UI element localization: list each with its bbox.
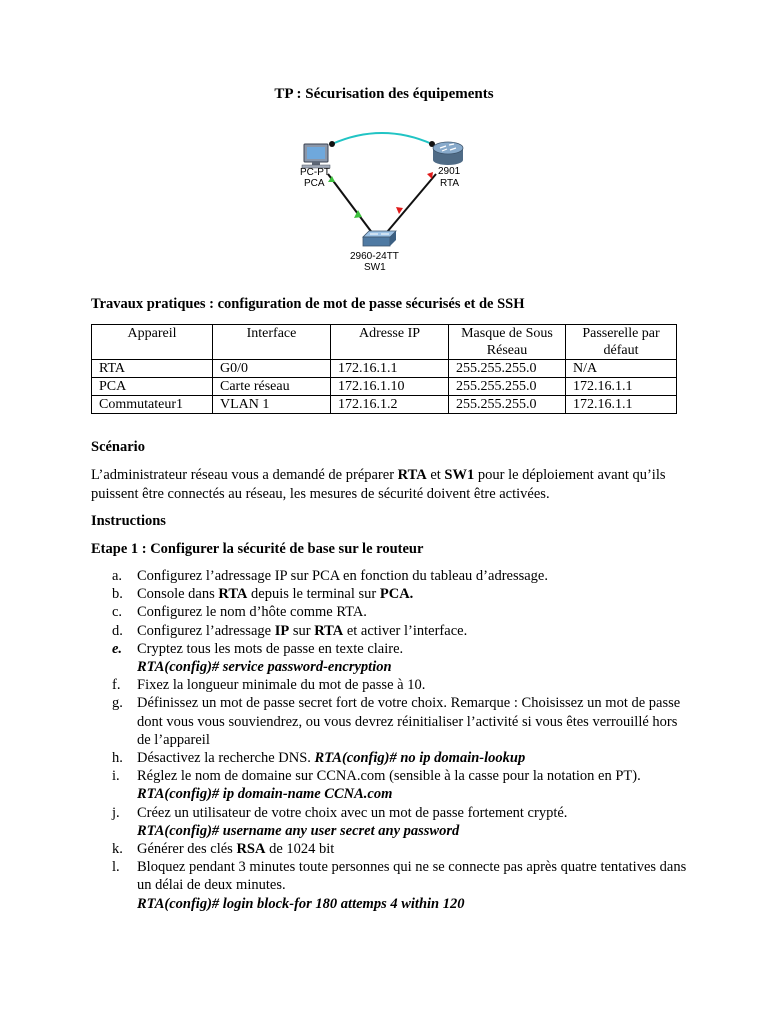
text-fragment: sur [289,622,315,639]
table-cell: 172.16.1.1 [566,396,677,414]
table-cell: 255.255.255.0 [449,360,566,378]
header-masque: Masque de Sous Réseau [449,325,566,360]
list-text [137,840,692,858]
header-interface: Interface [213,325,331,360]
link-rta-status-down [427,172,433,179]
link-pca-sw1 [328,174,376,238]
list-text [137,804,692,840]
text-fragment: Désactivez la recherche DNS. [137,750,315,767]
etape1-heading: Etape 1 : Configurer la sécurité de base sur le routeur [91,541,424,557]
link-rta-sw1 [382,174,436,238]
table-cell: Carte réseau [213,378,331,396]
list-text: Définissez un mot de passe secret fort de votre choix. Remarque : Choisissez un mot de passe dont vous vous souviendrez, ou vous devrez réinitialiser l’activité si vous êtes verrouillé hors de l’appareil [137,695,681,748]
list-item [112,603,692,621]
list-item [112,840,692,858]
text-fragment: Bloquez pendant 3 minutes toute personnes qui ne se connecte pas après quatre tentatives dans un délai de deux minutes. [137,859,687,894]
table-cell: PCA [92,378,213,396]
command-text: RTA(config)# no ip domain-lookup [314,750,526,767]
instructions-heading: Instructions [91,513,166,529]
list-item [112,749,692,767]
list-text [137,767,692,803]
list-marker: e. [112,640,123,657]
table-cell: 172.16.1.1 [331,360,449,378]
list-marker: d. [112,622,123,639]
list-text: Configurez le nom d’hôte comme RTA. [137,604,367,621]
table-heading: Travaux pratiques : configuration de mot de passe sécurisés et de SSH [91,296,525,312]
scenario-paragraph [91,466,691,504]
bold-fragment: RTA [314,622,344,639]
table-cell: 172.16.1.2 [331,396,449,414]
text-fragment: Configurez l’adressage [137,622,275,639]
text-fragment: Console dans [137,586,219,603]
table-row [92,360,677,378]
command-text: RTA(config)# login block-for 180 attemps 4 within 120 [137,895,465,912]
list-text [137,858,692,913]
table-cell: RTA [92,360,213,378]
switch-model-label: 2960-24TT [350,251,399,262]
network-topology-diagram [290,128,490,278]
scenario-heading: Scénario [91,439,145,455]
list-marker: k. [112,841,123,858]
table-cell: VLAN 1 [213,396,331,414]
list-item [112,767,692,803]
pc-model-label: PC-PT [300,167,330,178]
switch-name-label: SW1 [364,262,386,273]
bold-fragment: IP [274,622,290,639]
list-marker: j. [112,804,120,821]
table-cell: 172.16.1.10 [331,378,449,396]
table-header-row [92,325,677,360]
list-item [112,858,692,913]
switch-icon [363,231,396,246]
list-marker: b. [112,586,123,603]
list-item [112,804,692,840]
text-fragment: depuis le terminal sur [247,586,380,603]
list-item [112,676,692,694]
table-cell: 172.16.1.1 [566,378,677,396]
list-text [137,749,692,767]
page-title: TP : Sécurisation des équipements [274,86,494,102]
text-fragment: Cryptez tous les mots de passe en texte claire. [137,640,404,657]
addressing-table [91,324,677,414]
command-text: RTA(config)# ip domain-name CCNA.com [137,786,393,803]
router-model-label: 2901 [438,166,461,177]
list-marker: i. [112,768,120,785]
header-passerelle: Passerelle par défaut [566,325,677,360]
pc-icon [302,144,330,168]
list-item [112,585,692,603]
table-cell: Commutateur1 [92,396,213,414]
pc-name-label: PCA [304,178,325,189]
router-name-label: RTA [440,178,460,189]
bold-fragment: RSA [236,841,266,858]
list-item [112,567,692,585]
list-item [112,622,692,640]
text-fragment: et activer l’interface. [343,622,468,639]
command-text: RTA(config)# service password-encryption [137,659,392,676]
list-marker: c. [112,604,123,621]
list-marker: f. [112,677,121,694]
list-text [137,622,692,640]
list-text: Fixez la longueur minimale du mot de passe à 10. [137,677,426,694]
list-marker: h. [112,750,123,767]
serial-endpoint-pc [329,141,335,147]
scenario-text: L’administrateur réseau vous a demandé de préparer [91,467,398,483]
list-marker: a. [112,568,123,584]
text-fragment: Générer des clés [137,841,237,858]
table-row [92,378,677,396]
header-adresse-ip: Adresse IP [331,325,449,360]
list-text [137,640,692,676]
list-text [137,585,692,603]
bold-fragment: PCA. [379,586,414,603]
serial-link [332,133,432,144]
scenario-bold-sw1: SW1 [444,467,475,483]
text-fragment: de 1024 bit [265,841,335,858]
table-cell: 255.255.255.0 [449,378,566,396]
list-item [112,640,692,676]
header-appareil: Appareil [92,325,213,360]
bold-fragment: RTA [218,586,248,603]
table-cell: G0/0 [213,360,331,378]
list-text: Configurez l’adressage IP sur PCA en fonction du tableau d’adressage. [137,568,548,584]
text-fragment: Réglez le nom de domaine sur CCNA.com (sensible à la casse pour la notation en PT). [137,768,641,785]
table-cell: 255.255.255.0 [449,396,566,414]
scenario-bold-rta: RTA [397,467,427,483]
command-text: RTA(config)# username any user secret any password [137,822,460,839]
scenario-text: et [426,467,445,483]
list-item [112,694,692,749]
instruction-list [112,567,692,913]
table-cell: N/A [566,360,677,378]
scenario-text: pour le déploiement avant qu’ils puissent être connectés au réseau, les mesures de sécurité doivent être activées. [91,467,666,502]
router-icon [433,142,463,165]
text-fragment: Créez un utilisateur de votre choix avec un mot de passe fortement crypté. [137,804,568,821]
table-row [92,396,677,414]
list-marker: l. [112,859,120,876]
list-marker: g. [112,695,123,712]
